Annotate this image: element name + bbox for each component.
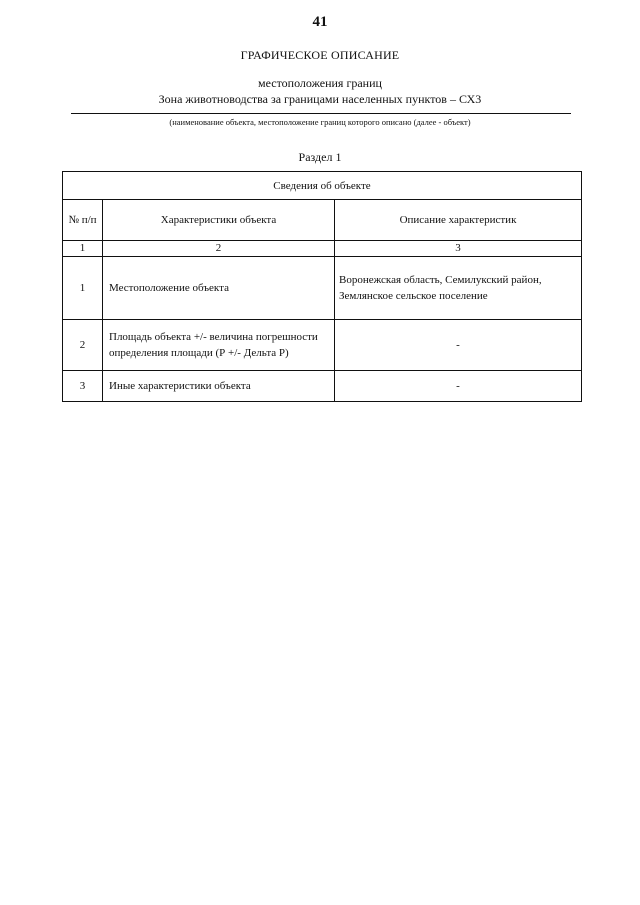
subtitle-line-2: Зона животноводства за границами населенных пунктов – СХ3 — [158, 92, 482, 106]
table-caption: Сведения об объекте — [63, 172, 582, 200]
table-row — [63, 320, 582, 371]
header-description: Описание характеристик — [335, 200, 582, 241]
header-characteristic: Характеристики объекта — [103, 200, 335, 241]
subtitle-line-1: местоположения границ — [258, 76, 382, 90]
title-underline — [71, 113, 571, 114]
column-number-1: 1 — [63, 241, 103, 257]
row-description: - — [335, 371, 582, 402]
page-number: 41 — [312, 14, 328, 30]
table-row — [63, 257, 582, 320]
row-number: 1 — [63, 257, 103, 320]
header-number: № п/п — [63, 200, 103, 241]
object-caption: (наименование объекта, местоположение границ которого описано (далее - объект) — [169, 117, 471, 127]
document-title: ГРАФИЧЕСКОЕ ОПИСАНИЕ — [240, 48, 400, 62]
row-number: 3 — [63, 371, 103, 402]
table-header-row — [63, 200, 582, 241]
row-characteristic: Местоположение объекта — [103, 257, 335, 320]
object-info-table — [62, 171, 582, 402]
row-description: Воронежская область, Семилукский район, Землянское сельское поселение — [335, 257, 582, 320]
row-characteristic: Иные характеристики объекта — [103, 371, 335, 402]
row-description: - — [335, 320, 582, 371]
row-number: 2 — [63, 320, 103, 371]
column-number-3: 3 — [335, 241, 582, 257]
row-characteristic: Площадь объекта +/- величина погрешности определения площади (Р +/- Дельта Р) — [103, 320, 335, 371]
column-number-2: 2 — [103, 241, 335, 257]
section-label: Раздел 1 — [298, 150, 342, 164]
column-number-row — [63, 241, 582, 257]
table-row — [63, 371, 582, 402]
